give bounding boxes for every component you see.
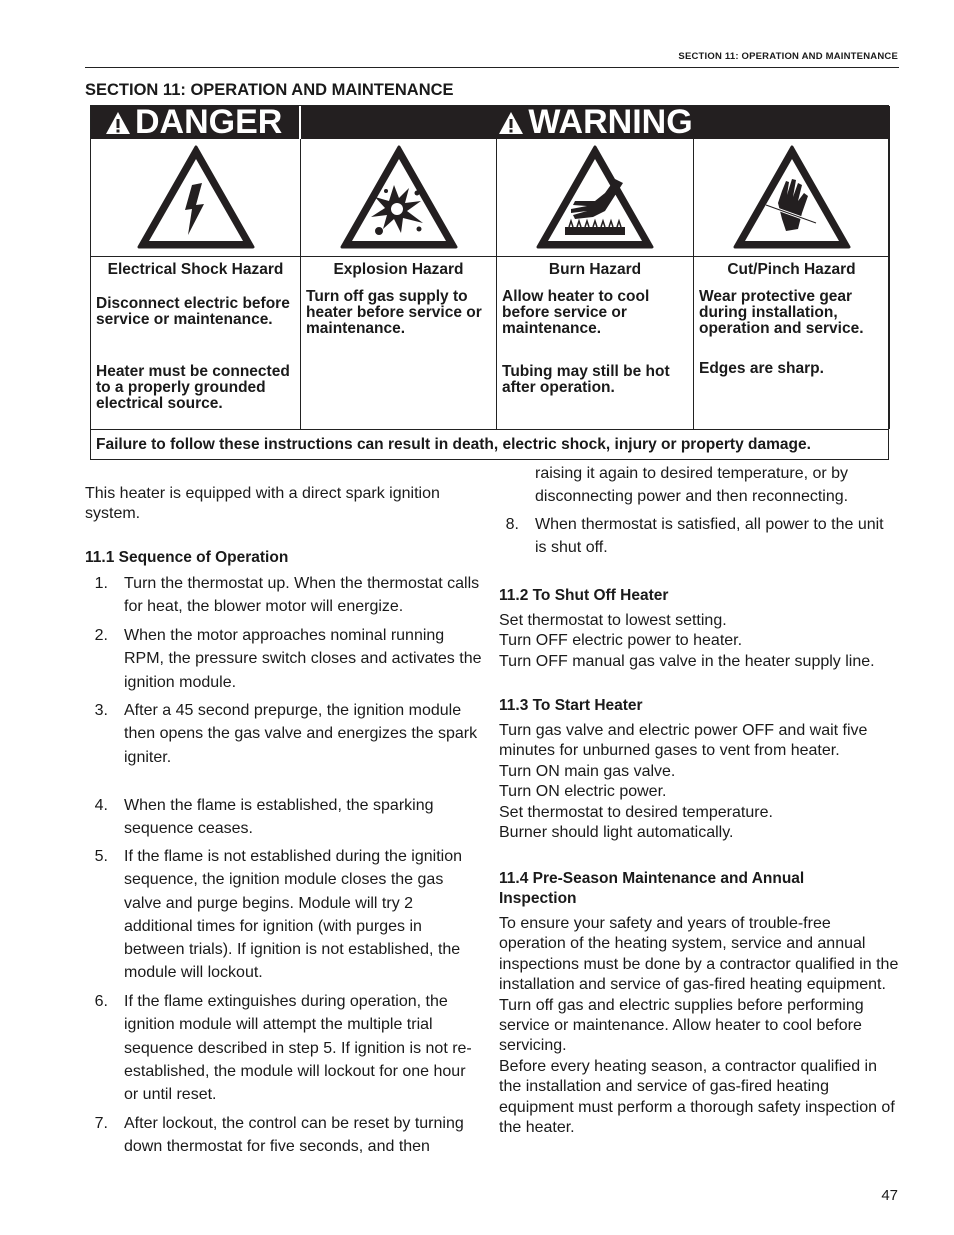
start-steps [499, 721, 899, 843]
list-number: 6. [94, 993, 108, 1010]
hazard-instruction: Disconnect electric before service or maintenance. [96, 295, 290, 328]
burn-icon [535, 143, 655, 253]
hazard-title: Burn Hazard [548, 261, 642, 278]
list-text: After a 45 second prepurge, the ignition module then opens the gas valve and energizes the spark igniter. [124, 702, 478, 766]
list-text: If the flame extinguishes during operation, the ignition module will attempt the multiple trial sequence described in step 5. If ignition is not re-established, the module will lockout for one hour or until reset. [124, 993, 472, 1104]
intro-paragraph: This heater is equipped with a direct spark ignition system. [85, 485, 440, 523]
hazard-instruction: Edges are sharp. [699, 360, 824, 377]
section-title: SECTION 11: OPERATION AND MAINTENANCE [85, 81, 454, 99]
hazard-sign [694, 139, 889, 257]
hazard-instruction: Wear protective gear during installation, operation and service. [699, 288, 864, 337]
hazard-title: Cut/Pinch Hazard [727, 261, 856, 278]
hazard-col-burn [497, 139, 694, 429]
list-text: When thermostat is satisfied, all power to the unit is shut off. [535, 516, 884, 557]
hazard-instruction: Tubing may still be hot after operation. [502, 363, 670, 396]
warning-label: WARNING [528, 103, 693, 141]
electric-shock-icon [136, 143, 256, 253]
text-line: Turn OFF electric power to heater. [499, 632, 743, 650]
list-number: 1. [94, 575, 108, 592]
hazard-title: Explosion Hazard [333, 261, 464, 278]
hazard-instruction: Turn off gas supply to heater before service or maintenance. [306, 288, 482, 337]
shut-off-steps [499, 611, 909, 672]
hazard-instruction: Heater must be connected to a properly grounded electrical source. [96, 363, 290, 412]
hazard-warning-footer: Failure to follow these instructions can result in death, electric shock, injury or property damage. [91, 429, 888, 460]
page-number: 47 [881, 1187, 898, 1204]
list-text: When the flame is established, the sparking sequence ceases. [124, 797, 434, 838]
heading-sequence-of-operation: 11.1 Sequence of Operation [85, 549, 289, 566]
maintenance-text [499, 914, 899, 1138]
list-text: Turn the thermostat up. When the thermostat calls for heat, the blower motor will energize. [124, 575, 480, 616]
list-number: 4. [94, 797, 108, 814]
text-line: Burner should light automatically. [499, 824, 734, 842]
header-rule [85, 67, 899, 68]
hazard-table [90, 105, 889, 460]
danger-banner [91, 103, 299, 141]
cut-pinch-icon [732, 143, 852, 253]
alert-triangle-icon [498, 111, 524, 135]
text-line: Turn gas valve and electric power OFF and wait five minutes for unburned gases to vent from heater. [499, 722, 868, 760]
hazard-col-explosion [301, 139, 497, 429]
list-text: After lockout, the control can be reset by turning down thermostat for five seconds, and then [124, 1115, 464, 1156]
text-line: Turn OFF manual gas valve in the heater supply line. [499, 652, 875, 670]
heading-start-heater: 11.3 To Start Heater [499, 697, 643, 714]
hazard-col-cut-pinch [694, 139, 890, 429]
list-text: When the motor approaches nominal running RPM, the pressure switch closes and activates the ignition module. [124, 627, 482, 691]
list-number: 3. [94, 702, 108, 719]
list-number: 5. [94, 848, 108, 865]
text-line: Set thermostat to desired temperature. [499, 803, 773, 821]
heading-pre-season-maintenance: 11.4 Pre-Season Maintenance and Annual Inspection [499, 870, 805, 908]
list-text: raising it again to desired temperature, or by disconnecting power and then reconnecting. [535, 465, 849, 506]
explosion-icon [339, 143, 459, 253]
paragraph: Before every heating season, a contractor qualified in the installation and service of gas-fired heating equipment must perform a thorough safety inspection of the heater. [499, 1057, 895, 1137]
danger-label: DANGER [135, 103, 283, 141]
list-text: If the flame is not established during the ignition sequence, the ignition module closes the gas valve and purge begins. Module will try 2 additional times for ignition (with purges in between trials). If ignition is not established, the module will lockout. [124, 848, 462, 982]
hazard-instruction: Allow heater to cool before service or maintenance. [502, 288, 650, 337]
text-line: Turn ON electric power. [499, 783, 667, 801]
paragraph: Turn off gas and electric supplies before performing service or maintenance. Allow heater to cool before servicing. [499, 996, 864, 1055]
heading-shut-off-heater: 11.2 To Shut Off Heater [499, 587, 669, 604]
paragraph: To ensure your safety and years of trouble-free operation of the heating system, service and annual inspections must be done by a contractor qualified in the installation and service of gas-fired heating equipment. [499, 915, 899, 994]
hazard-sign [91, 139, 300, 257]
list-number: 7. [94, 1115, 108, 1132]
hazard-title: Electrical Shock Hazard [107, 261, 284, 278]
running-head: SECTION 11: OPERATION AND MAINTENANCE [678, 51, 898, 62]
hazard-sign [497, 139, 693, 257]
warning-banner [301, 103, 890, 141]
alert-triangle-icon [105, 111, 131, 135]
hazard-col-electric [91, 139, 301, 429]
text-line: Set thermostat to lowest setting. [499, 612, 727, 629]
hazard-sign [301, 139, 496, 257]
list-number: 8. [505, 516, 519, 533]
list-number: 2. [94, 627, 108, 644]
text-line: Turn ON main gas valve. [499, 762, 676, 780]
